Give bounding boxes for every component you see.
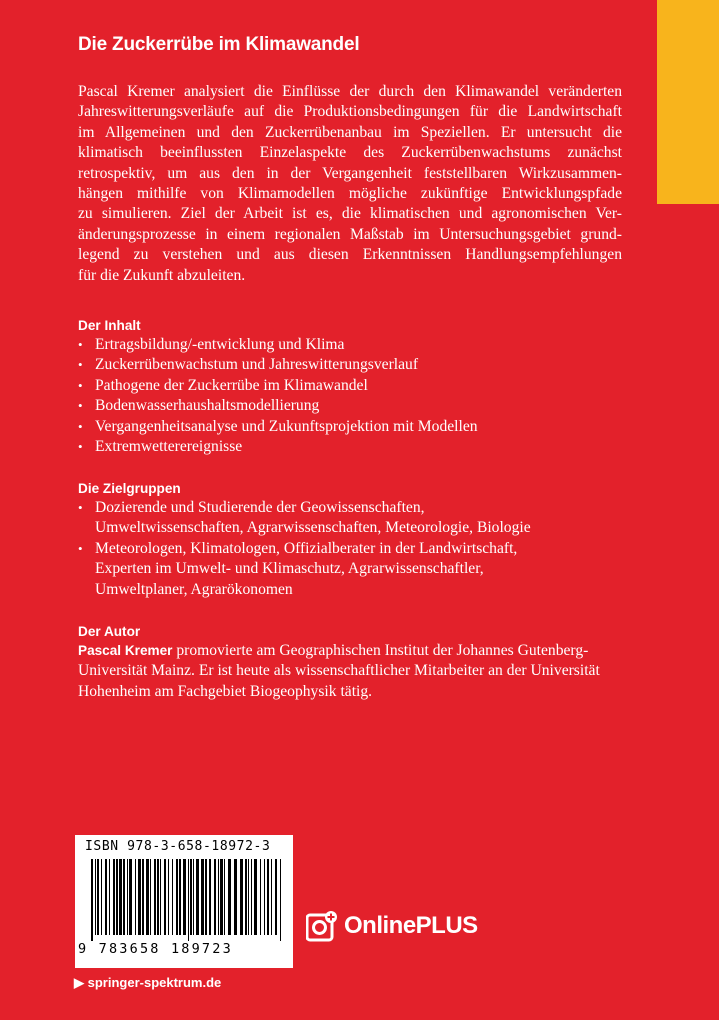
intro-line: legend zu verstehen und aus diesen Erkenntnissen Handlungsempfehlungen	[78, 246, 622, 264]
intro-line: retrospektiv, um aus den in der Vergangenheit feststellbaren Wirkzusammen-	[78, 164, 622, 182]
intro-line: Pascal Kremer analysiert die Einflüsse der durch den Klimawandel veränderten	[78, 83, 622, 100]
author-name: Pascal Kremer	[78, 643, 173, 658]
isbn-barcode	[75, 835, 293, 968]
isbn-text: ISBN 978-3-658-18972-3	[85, 839, 271, 854]
autor-line-1: promovierte am Geographischen Institut der Johannes Gutenberg-	[172, 642, 589, 659]
zielgruppe-line: • Meteorologen, Klimatologen, Offizialberater in der Landwirtschaft,	[95, 539, 518, 557]
inhalt-item: • Pathogene der Zuckerrübe im Klimawandel	[78, 376, 622, 396]
inhalt-item: • Zuckerrübenwachstum und Jahreswitterungsverlauf	[78, 355, 622, 375]
zielgruppe-item	[78, 498, 622, 539]
intro-line: im Allgemeinen und den Zuckerrübenanbau im Speziellen. Er untersucht die	[78, 123, 622, 141]
autor-line-3: Hohenheim am Fachgebiet Biogeophysik tätig.	[78, 682, 373, 700]
arrow-right-icon: ▶	[74, 975, 84, 990]
intro-line: für die Zukunft abzuleiten.	[78, 266, 246, 284]
intro-line: Jahreswitterungsverläufe auf die Produktionsbedingungen für die Landwirtschaft	[78, 103, 622, 121]
online-plus-logo	[306, 910, 478, 942]
inhalt-heading: Der Inhalt	[78, 318, 141, 333]
online-plus-text: OnlinePLUS	[344, 912, 478, 939]
online-plus-icon	[306, 910, 338, 942]
barcode-bars	[91, 859, 281, 941]
zielgruppe-item	[78, 539, 622, 600]
autor-line-2: Universität Mainz. Er ist heute als wissenschaftlicher Mitarbeiter an der Universität	[78, 662, 600, 680]
url-text: springer-spektrum.de	[87, 975, 222, 990]
intro-line: hängen mithilfe von Klimamodellen mögliche zukünftige Entwicklungspfade	[78, 185, 622, 203]
zielgruppe-line: • Dozierende und Studierende der Geowissenschaften,	[95, 499, 425, 516]
accent-bar	[657, 0, 719, 204]
zielgruppen-list	[78, 498, 622, 600]
inhalt-list	[78, 335, 622, 457]
inhalt-item: • Extremwetterereignisse	[78, 437, 622, 457]
zielgruppe-line: Umweltplaner, Agrarökonomen	[95, 580, 293, 598]
intro-line: klimatisch beeinflussten Einzelaspekte des Zuckerrübenwachstums zunächst	[78, 144, 622, 162]
autor-heading: Der Autor	[78, 624, 141, 639]
zielgruppe-line: Umweltwissenschaften, Agrarwissenschaften, Meteorologie, Biologie	[95, 519, 531, 537]
inhalt-item: • Bodenwasserhaushaltsmodellierung	[78, 396, 622, 416]
intro-line: zu simulieren. Ziel der Arbeit ist es, die klimatischen und agronomischen Ver-	[78, 205, 622, 223]
intro-line: änderungsprozesse in einem regionalen Maßstab im Untersuchungsgebiet grund-	[78, 225, 622, 243]
inhalt-item: • Vergangenheitsanalyse und Zukunftsprojektion mit Modellen	[78, 417, 622, 437]
autor-paragraph	[78, 641, 622, 702]
barcode-digits: 9 783658 189723	[78, 941, 233, 957]
book-title: Die Zuckerrübe im Klimawandel	[78, 34, 360, 55]
inhalt-item: • Ertragsbildung/-entwicklung und Klima	[78, 335, 622, 355]
publisher-url[interactable]	[74, 975, 221, 991]
zielgruppen-heading: Die Zielgruppen	[78, 481, 181, 496]
zielgruppe-line: Experten im Umwelt- und Klimaschutz, Agrarwissenschaftler,	[95, 560, 484, 578]
intro-paragraph	[78, 82, 622, 286]
